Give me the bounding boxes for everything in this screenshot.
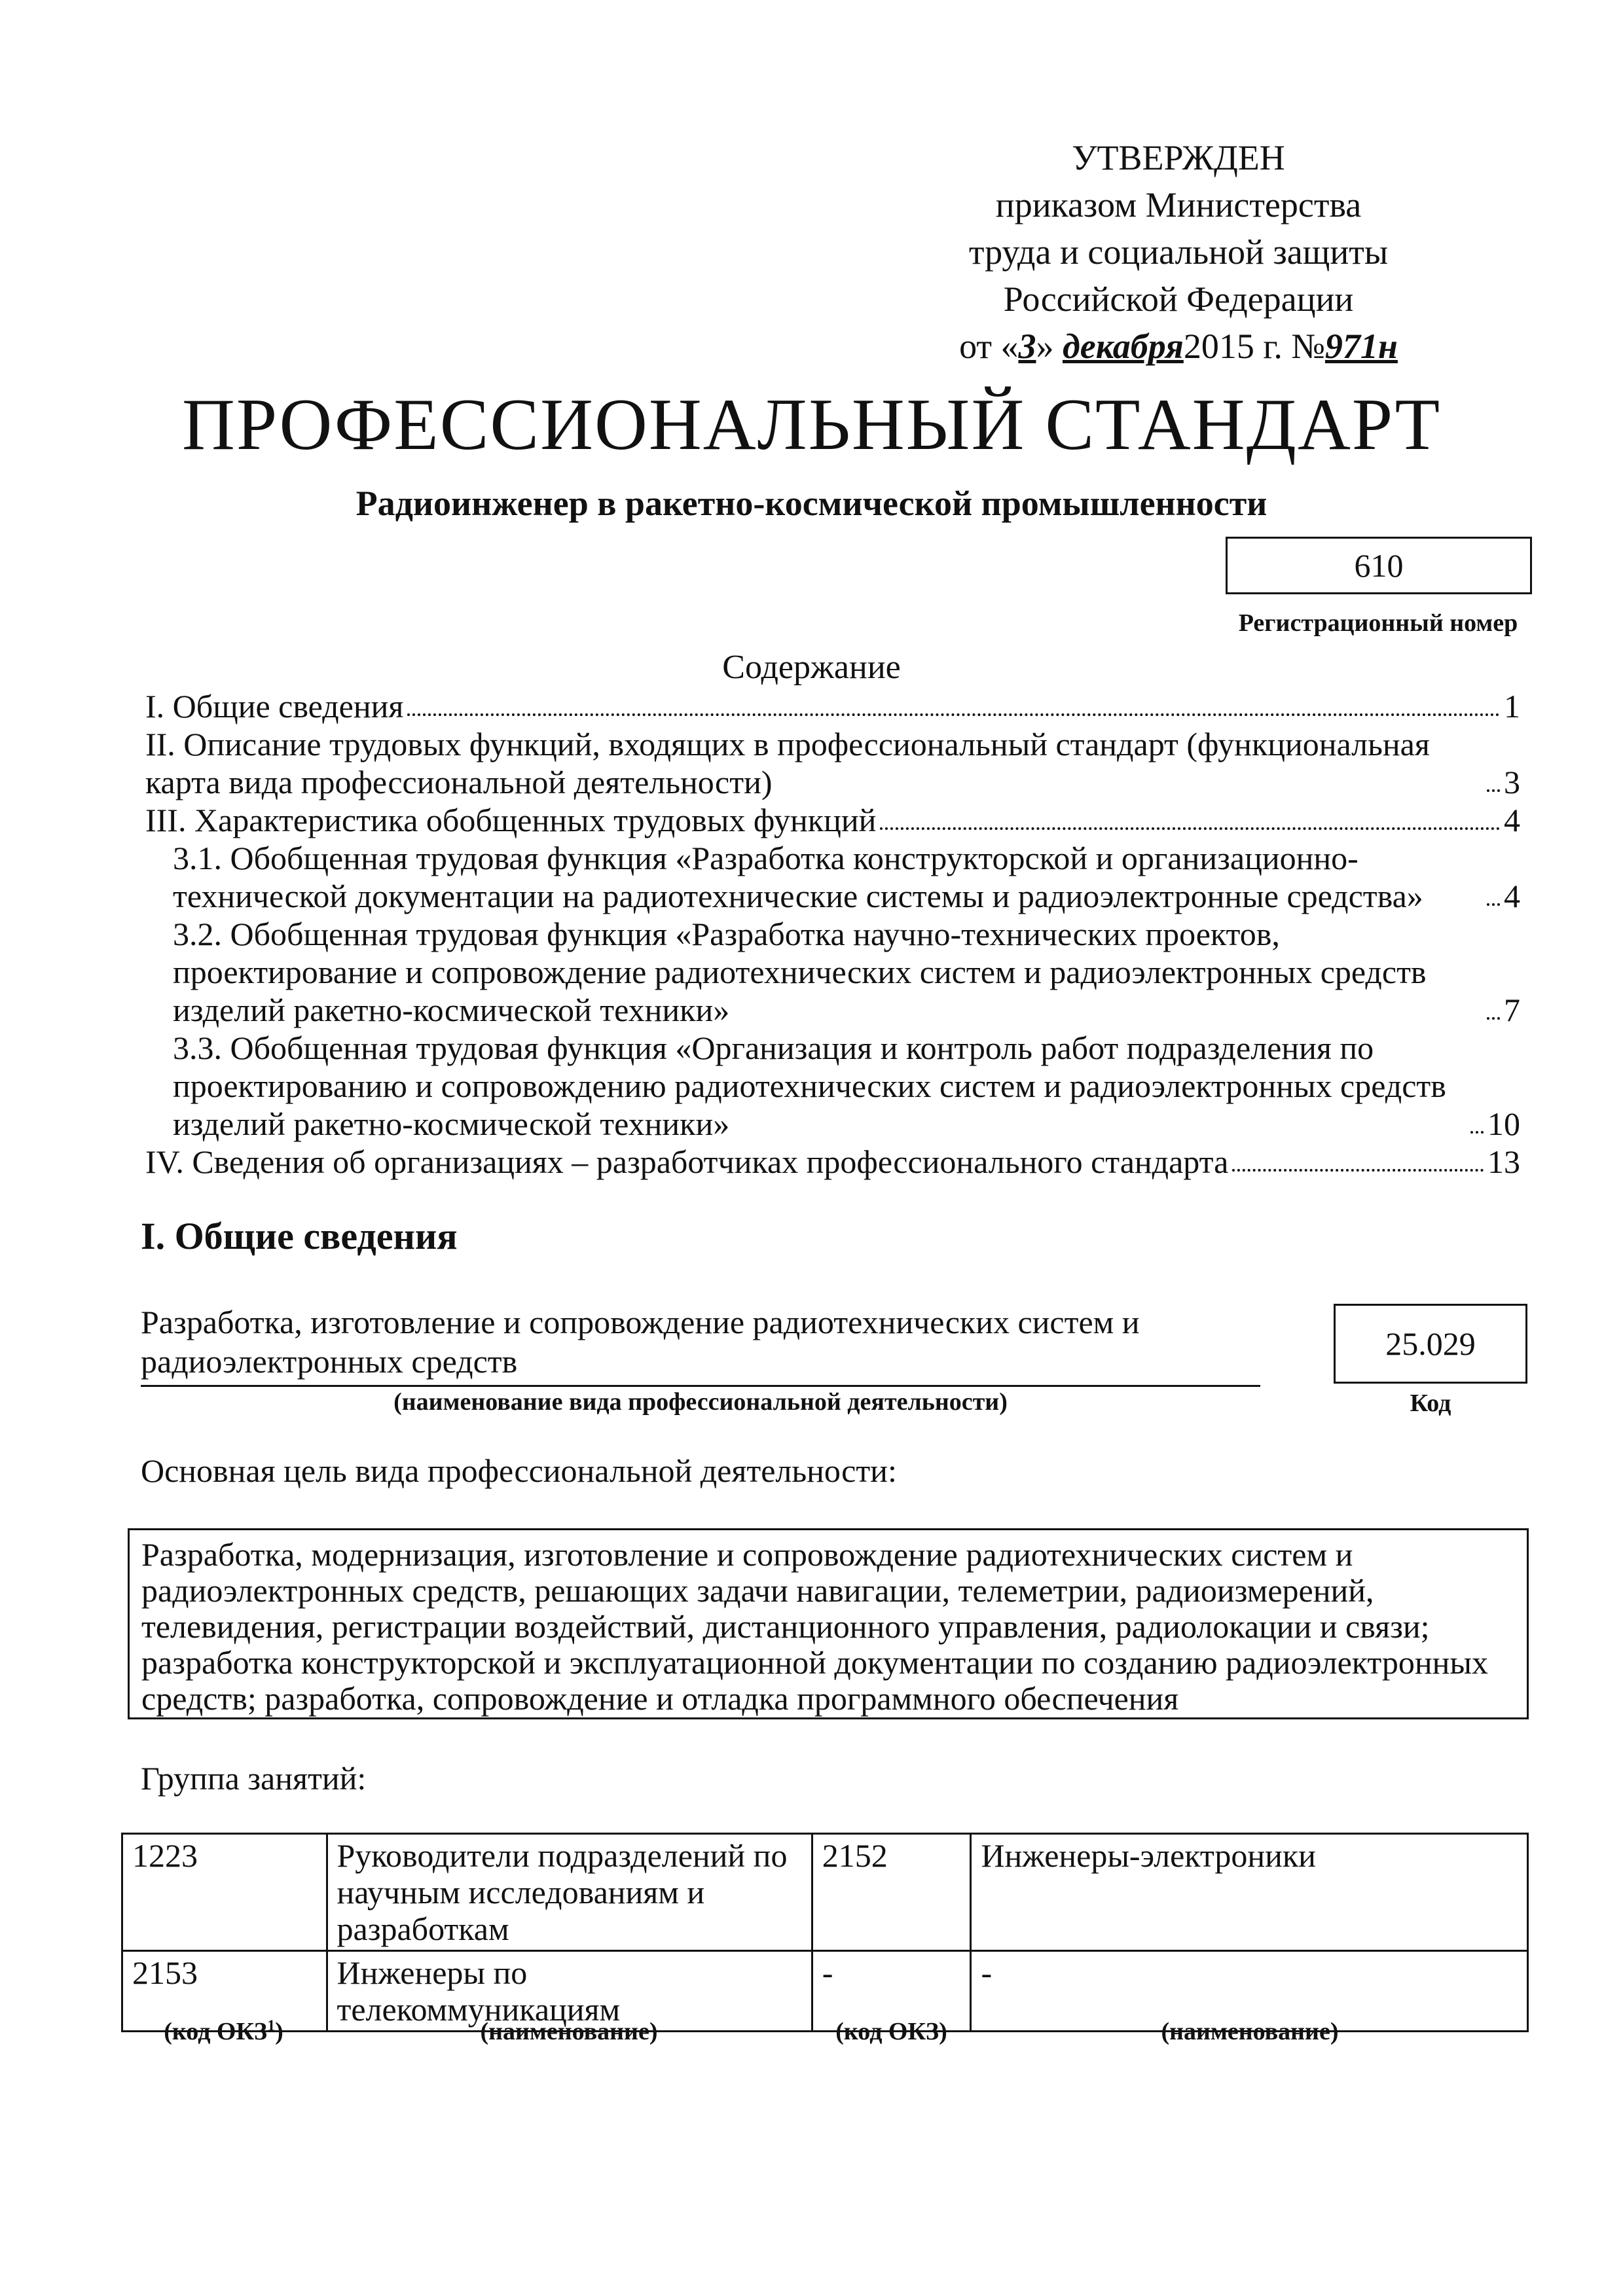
okz-code-caption: (код ОКЗ) [835, 2018, 947, 2045]
toc-entry-page: 13 [1487, 1143, 1520, 1180]
footnote-mark: 1 [267, 2017, 276, 2035]
toc-leader [880, 827, 1500, 830]
table-row [122, 1834, 1528, 1951]
toc-entry[interactable] [145, 1143, 1520, 1181]
okz-code-cell: 2152 [812, 1834, 971, 1951]
occupation-name-cell: Инженеры по телекоммуникациям [327, 1951, 812, 2032]
toc-entry-text: III. Характеристика обобщенных трудовых функций [145, 802, 877, 838]
toc-entry[interactable] [145, 687, 1520, 725]
registration-number-box: 610 [1226, 537, 1532, 594]
toc-entry[interactable] [145, 725, 1520, 801]
occupation-name-cell: Руководители подразделений по научным исследованиям и разработкам [327, 1834, 812, 1951]
goal-heading: Основная цель вида профессиональной деятельности: [141, 1452, 897, 1489]
contents-heading: Содержание [722, 649, 901, 686]
toc-entry-page: 1 [1504, 688, 1520, 725]
handwritten-month: декабря [1062, 327, 1184, 366]
toc-entry-page: 4 [1504, 878, 1520, 914]
toc-entry-text: II. Описание трудовых функций, входящих в профессиональный стандарт (функциональная карта вида профессиональной деятельности) [145, 726, 1430, 800]
okz-code-cell: 1223 [122, 1834, 327, 1951]
toc-entry-text: IV. Сведения об организациях – разработчиках профессионального стандарта [145, 1143, 1229, 1180]
section-heading: I. Общие сведения [141, 1215, 458, 1257]
occupation-name-caption: (наименование) [1161, 2018, 1339, 2045]
approval-line: труда и социальной защиты [968, 232, 1389, 272]
toc-leader [1487, 789, 1500, 792]
toc-leader [407, 713, 1500, 716]
toc-entry-page: 3 [1504, 764, 1520, 800]
handwritten-order-number: 971н [1324, 327, 1398, 366]
approval-line: приказом Министерства [995, 185, 1362, 224]
date-prefix: от « [959, 327, 1019, 366]
toc-leader [1470, 1131, 1484, 1134]
approval-date-line [851, 323, 1506, 370]
toc-entry-page: 4 [1504, 802, 1520, 838]
occupation-group-heading: Группа занятий: [141, 1760, 367, 1797]
document-subtitle: Радиоинженер в ракетно-космической промышленности [356, 484, 1267, 523]
table-of-contents [145, 687, 1520, 1181]
activity-code-box: 25.029 [1334, 1304, 1527, 1384]
approval-title: УТВЕРЖДЕН [1072, 138, 1285, 177]
date-year: 2015 г. № [1183, 327, 1325, 366]
toc-entry-text: 3.1. Обобщенная трудовая функция «Разработка конструкторской и организационно-технической документации на радиотехнические системы и радиоэлектронные средства» [173, 840, 1423, 914]
activity-code-caption: Код [1410, 1390, 1451, 1417]
toc-entry[interactable] [145, 1029, 1520, 1143]
document-title: ПРОФЕССИОНАЛЬНЫЙ СТАНДАРТ [182, 384, 1441, 465]
toc-entry-text: I. Общие сведения [145, 688, 404, 725]
toc-entry-text: 3.3. Обобщенная трудовая функция «Организация и контроль работ подразделения по проектированию и сопровождению радиотехнических систем и радиоэлектронных средств изделий ракетно-космической техники» [173, 1030, 1446, 1142]
toc-leader [1487, 903, 1500, 906]
occupation-group-table [121, 1833, 1529, 2035]
okz-code-caption-text: (код ОКЗ [164, 2018, 268, 2045]
toc-entry[interactable] [145, 915, 1520, 1029]
activity-name: Разработка, изготовление и сопровождение радиотехнических систем и радиоэлектронных средств [141, 1302, 1260, 1387]
toc-leader [1232, 1169, 1484, 1172]
toc-entry-text: 3.2. Обобщенная трудовая функция «Разработка научно-технических проектов, проектирование и сопровождение радиотехнических систем и радиоэлектронных средств изделий ракетно-космической техники» [173, 916, 1427, 1028]
registration-number-label: Регистрационный номер [1238, 609, 1518, 637]
approval-line: Российской Федерации [1003, 279, 1354, 319]
occupation-name-cell: - [971, 1951, 1528, 2032]
toc-entry-page: 10 [1487, 1105, 1520, 1142]
okz-code-cell: - [812, 1951, 971, 2032]
date-mid: » [1036, 327, 1063, 366]
toc-leader [1487, 1017, 1500, 1020]
handwritten-day: 3 [1018, 327, 1036, 366]
toc-entry-page: 7 [1504, 992, 1520, 1028]
okz-code-cell: 2153 [122, 1951, 327, 2032]
occupation-name-caption: (наименование) [480, 2018, 658, 2045]
goal-text-box: Разработка, модернизация, изготовление и сопровождение радиотехнических систем и радиоэлектронных средств, решающих задачи навигации, телеметрии, радиоизмерений, телевидения, регистрации воздействий, дистанционного управления, радиолокации и связи; разработка конструкторской и эксплуатационной документации по созданию радиоэлектронных средств; разработка, сопровождение и отладка программного обеспечения [128, 1528, 1529, 1719]
toc-entry[interactable] [145, 801, 1520, 839]
activity-name-caption: (наименование вида профессиональной деятельности) [393, 1388, 1008, 1416]
toc-entry[interactable] [145, 839, 1520, 915]
okz-code-caption-close: ) [275, 2018, 283, 2045]
approval-block [851, 134, 1506, 370]
occupation-name-cell: Инженеры-электроники [971, 1834, 1528, 1951]
okz-code-caption [121, 2017, 326, 2046]
